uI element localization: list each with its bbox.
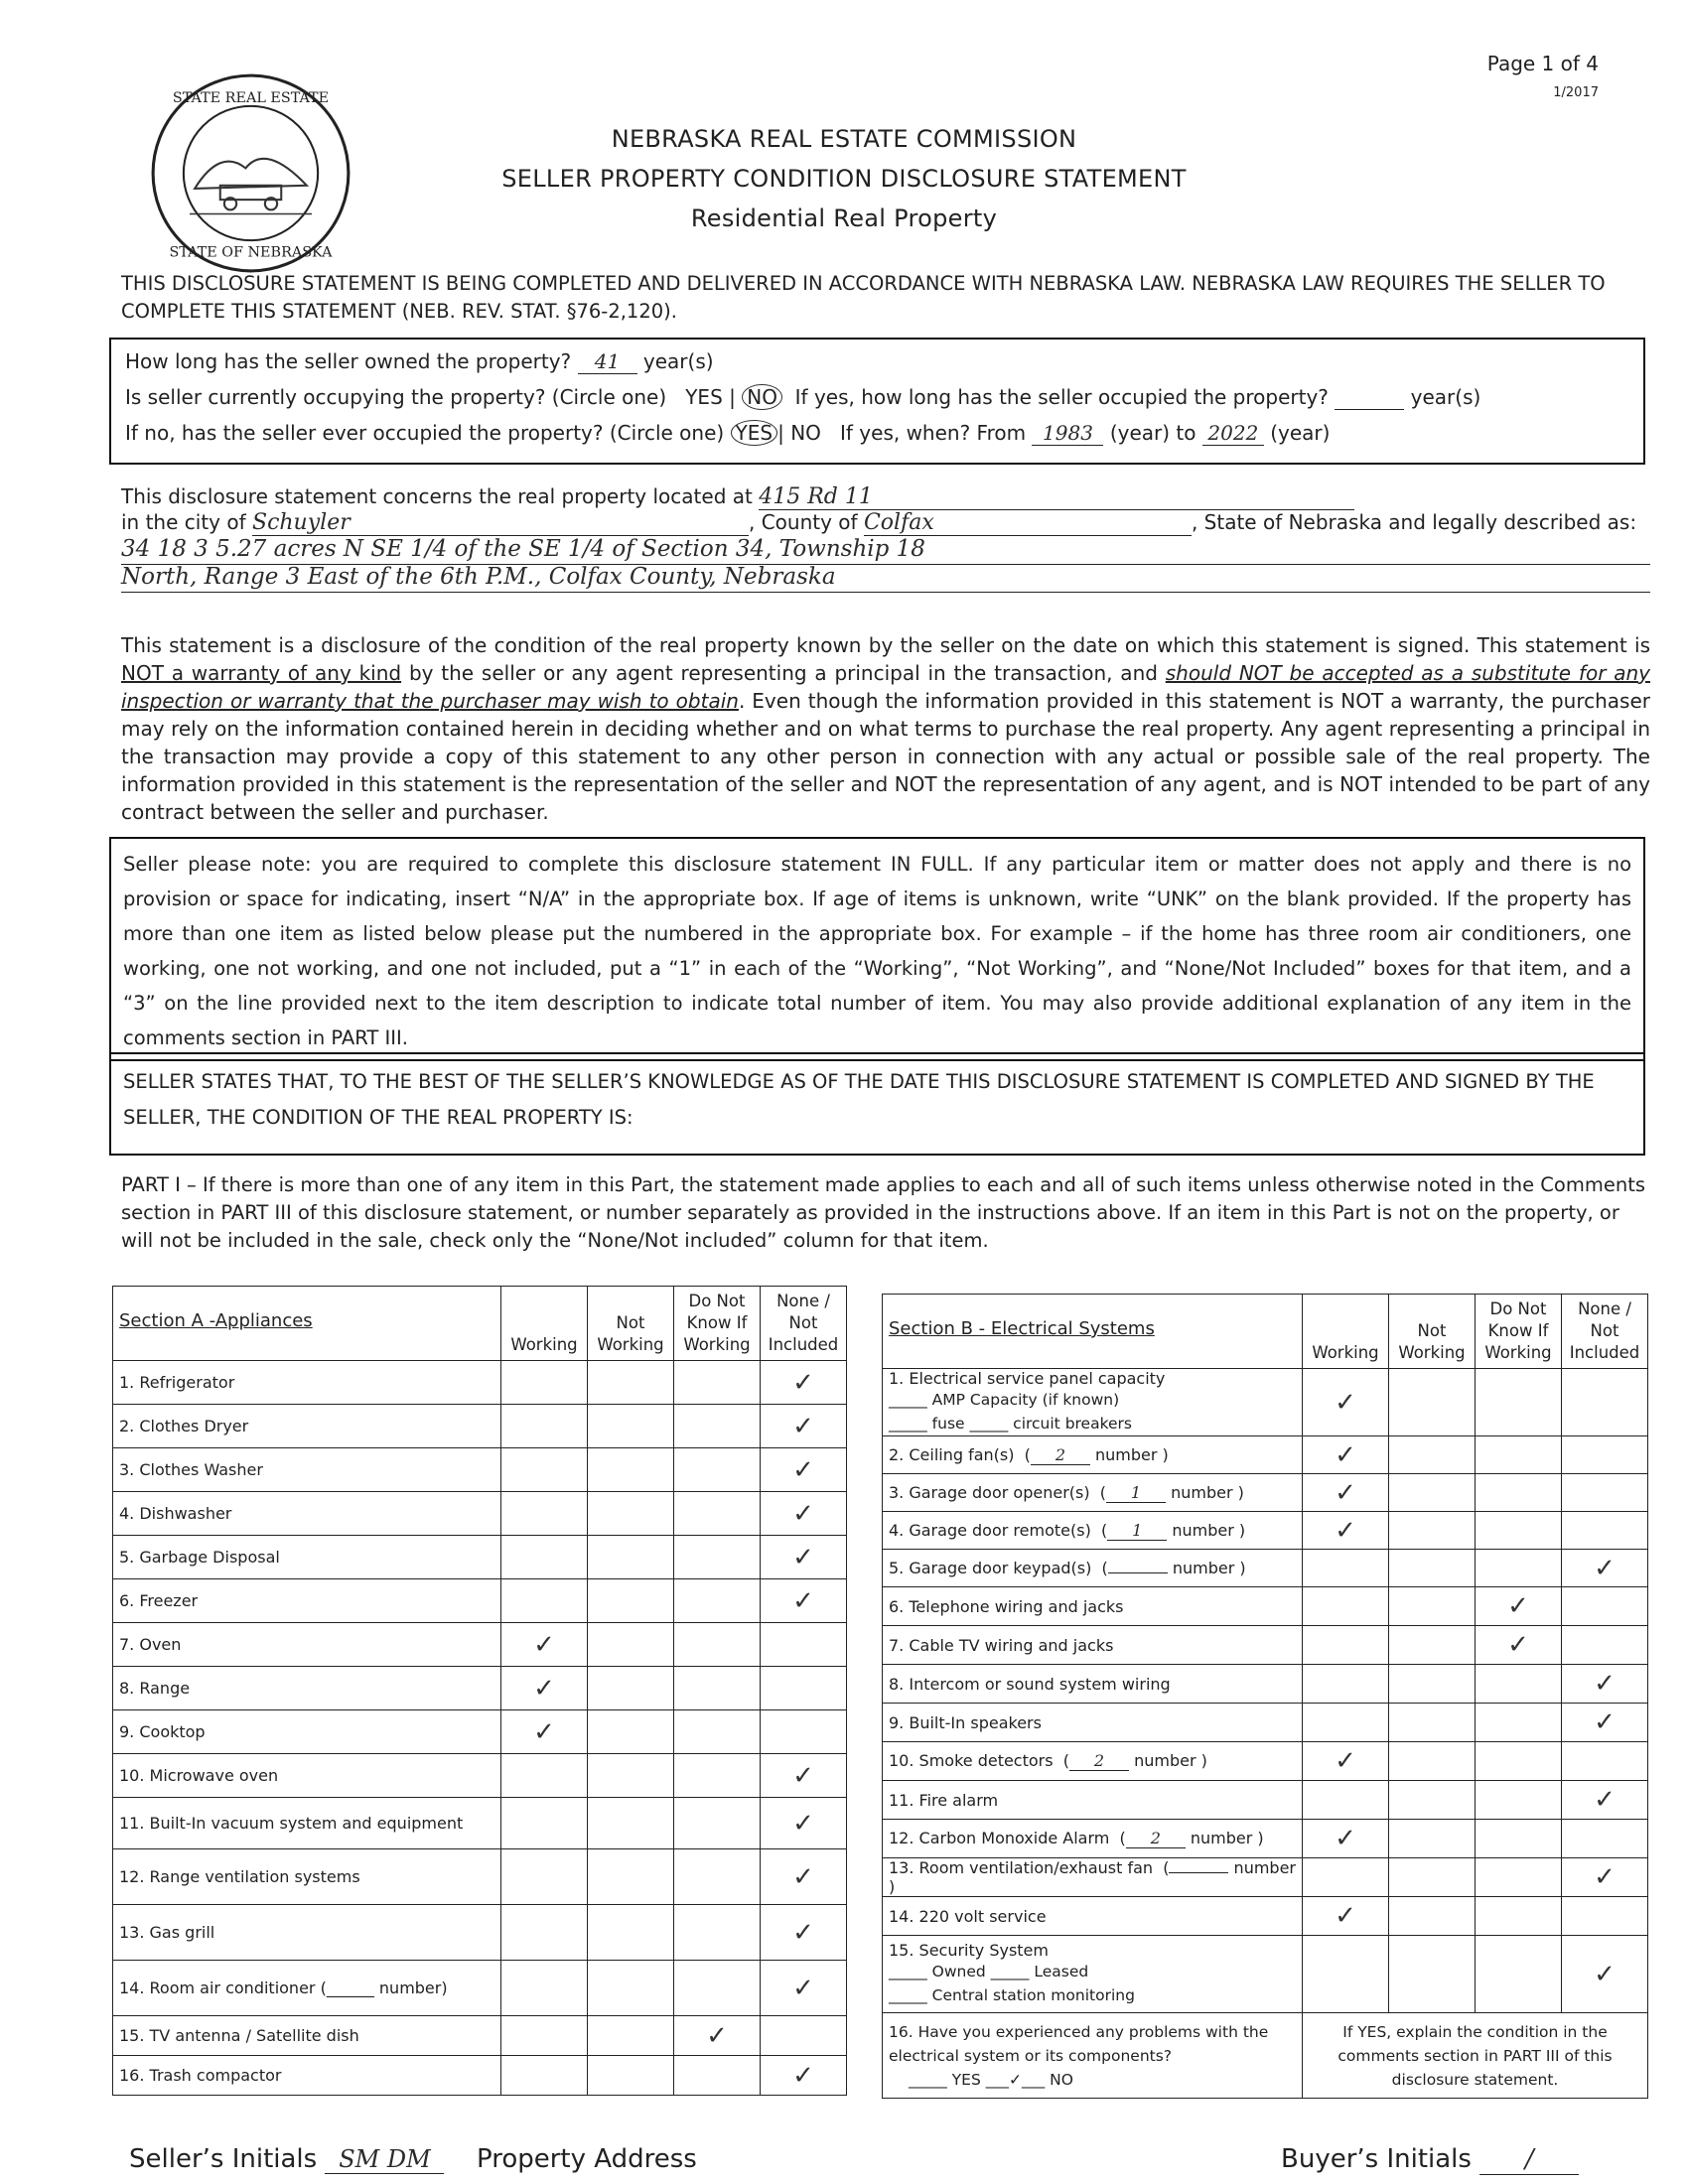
electrical-not-working-cell[interactable] <box>1389 1587 1476 1626</box>
electrical-item-label: 13. Room ventilation/exhaust fan <box>889 1858 1154 1877</box>
item-count-field[interactable] <box>1169 1872 1228 1873</box>
electrical-item-cell: 2. Ceiling fan(s) ( 2 number ) <box>883 1436 1303 1474</box>
electrical-not-working-cell[interactable] <box>1389 1897 1476 1936</box>
appliance-label: 2. Clothes Dryer <box>113 1405 501 1448</box>
appliance-working-cell[interactable] <box>501 1448 588 1492</box>
appliance-none-cell[interactable] <box>761 1710 847 1754</box>
electrical-item-label: 1. Electrical service panel capacity <box>889 1369 1166 1388</box>
check-mark-icon: ✓ <box>1594 1707 1616 1737</box>
table-row <box>883 2013 1648 2099</box>
item-count-field[interactable]: 2 <box>1126 1829 1186 1848</box>
table-row <box>113 1579 847 1623</box>
seller-initials-field[interactable]: SM DM <box>325 2145 444 2174</box>
appliance-label: 14. Room air conditioner (______ number) <box>113 1961 501 2016</box>
check-mark-icon: ✓ <box>1335 1387 1356 1418</box>
appliance-none-cell[interactable] <box>761 1492 847 1536</box>
occupying-no-option[interactable]: NO <box>742 384 782 410</box>
item-sub-line: _____ Owned _____ Leased <box>889 1963 1089 1980</box>
check-mark-icon: ✓ <box>1507 1591 1529 1621</box>
electrical-item-cell: 10. Smoke detectors ( 2 number ) <box>883 1742 1303 1781</box>
electrical-item-cell: 4. Garage door remote(s) ( 1 number ) <box>883 1512 1303 1550</box>
appliance-dnk-cell[interactable] <box>674 1448 761 1492</box>
table-row <box>883 1858 1648 1897</box>
seller-initials: Seller’s Initials SM DM <box>129 2144 444 2174</box>
col-not-working: Not Working <box>588 1287 674 1361</box>
check-mark-icon: ✓ <box>1594 1785 1616 1815</box>
appliance-none-cell[interactable] <box>761 1361 847 1405</box>
electrical-working-cell[interactable] <box>1303 1781 1389 1820</box>
form-revision: 1/2017 <box>1553 85 1599 100</box>
table-row <box>113 1361 847 1405</box>
appliance-label: 15. TV antenna / Satellite dish <box>113 2016 501 2056</box>
appliance-label: 4. Dishwasher <box>113 1492 501 1536</box>
electrical-dnk-cell[interactable] <box>1476 1512 1562 1550</box>
electrical-working-cell[interactable] <box>1303 1858 1389 1897</box>
section-a-title: Section A -Appliances <box>113 1287 501 1361</box>
electrical-not-working-cell[interactable] <box>1389 1820 1476 1858</box>
check-mark-icon: ✓ <box>792 1585 814 1616</box>
appliance-working-cell[interactable] <box>501 1361 588 1405</box>
table-row <box>883 1781 1648 1820</box>
city-field[interactable]: Schuyler <box>252 510 749 536</box>
appliance-label: 9. Cooktop <box>113 1710 501 1754</box>
appliance-label: 12. Range ventilation systems <box>113 1849 501 1905</box>
appliance-working-cell[interactable] <box>501 2056 588 2096</box>
electrical-item-label: 9. Built-In speakers <box>889 1712 1042 1732</box>
check-mark-icon: ✓ <box>1507 1630 1529 1660</box>
table-row <box>113 1405 847 1448</box>
appliance-dnk-cell[interactable] <box>674 1623 761 1667</box>
table-row <box>113 1798 847 1849</box>
electrical-working-cell[interactable] <box>1303 1897 1389 1936</box>
table-row <box>113 1754 847 1798</box>
appliance-none-cell[interactable] <box>761 1536 847 1579</box>
table-row <box>883 1587 1648 1626</box>
appliance-dnk-cell[interactable] <box>674 1667 761 1710</box>
electrical-none-cell[interactable] <box>1562 1369 1648 1436</box>
appliance-not-working-cell[interactable] <box>588 1961 674 2016</box>
electrical-not-working-cell[interactable] <box>1389 1665 1476 1704</box>
electrical-item-cell <box>883 1665 1303 1704</box>
electrical-dnk-cell[interactable] <box>1476 1436 1562 1474</box>
appliance-none-cell[interactable] <box>761 1754 847 1798</box>
col-dnk: Do Not Know If Working <box>1476 1295 1562 1369</box>
check-mark-icon: ✓ <box>1335 1901 1356 1931</box>
buyer-initials-field[interactable]: / <box>1479 2144 1579 2175</box>
occupied-to-field[interactable]: 2022 <box>1202 421 1264 446</box>
check-mark-icon: ✓ <box>1594 1862 1616 1892</box>
electrical-not-working-cell[interactable] <box>1389 1626 1476 1665</box>
appliance-dnk-cell[interactable] <box>674 1798 761 1849</box>
electrical-working-cell[interactable] <box>1303 1742 1389 1781</box>
seller-note-box: Seller please note: you are required to complete this disclosure statement IN FULL. If any particular item or matter does not apply and there is no provision or space for indicating, insert “N/A” in the appropriate box. If age of items is unknown, write “UNK” on the blank provided. If the property has more than one item as listed below please put the numbered in the appropriate box. For example – if the home has three room air conditioners, one working, one not working, and one not included, put a “1” in each of the “Working”, “Not Working”, and “None/Not Included” boxes for that item, and a “3” on the line provided next to the item description to indicate total number of item. You may also provide additional explanation of any item in the comments section in PART III. <box>109 837 1645 1061</box>
appliance-working-cell[interactable] <box>501 1754 588 1798</box>
appliance-not-working-cell[interactable] <box>588 1536 674 1579</box>
electrical-working-cell[interactable] <box>1303 1369 1389 1436</box>
appliance-label: 11. Built-In vacuum system and equipment <box>113 1798 501 1849</box>
electrical-none-cell[interactable] <box>1562 1474 1648 1512</box>
check-mark-icon: ✓ <box>533 1716 555 1747</box>
appliance-label: 10. Microwave oven <box>113 1754 501 1798</box>
electrical-item-label: 12. Carbon Monoxide Alarm <box>889 1829 1110 1847</box>
col-not-working: Not Working <box>1389 1295 1476 1369</box>
electrical-item-cell <box>883 1369 1303 1436</box>
electrical-not-working-cell[interactable] <box>1389 1369 1476 1436</box>
electrical-none-cell[interactable] <box>1562 1936 1648 2013</box>
electrical-not-working-cell[interactable] <box>1389 1858 1476 1897</box>
appliance-dnk-cell[interactable] <box>674 1579 761 1623</box>
electrical-problems-question: 16. Have you experienced any problems with the electrical system or its components? _____ YES ___✓___ NO <box>883 2013 1303 2099</box>
appliance-working-cell[interactable] <box>501 1798 588 1849</box>
table-row <box>883 1936 1648 2013</box>
appliance-not-working-cell[interactable] <box>588 2016 674 2056</box>
section-b-title: Section B - Electrical Systems <box>883 1295 1303 1369</box>
item-count-field[interactable] <box>1108 1572 1168 1573</box>
check-mark-icon: ✓ <box>792 1454 814 1485</box>
property-address-field[interactable]: 415 Rd 11 <box>759 484 1354 510</box>
appliance-dnk-cell[interactable] <box>674 1710 761 1754</box>
buyer-initials: Buyer’s Initials / <box>1281 2144 1579 2175</box>
electrical-not-working-cell[interactable] <box>1389 1781 1476 1820</box>
table-row <box>113 1667 847 1710</box>
svg-text:STATE OF NEBRASKA: STATE OF NEBRASKA <box>169 244 333 261</box>
occupied-from-field[interactable]: 1983 <box>1032 421 1103 446</box>
ever-occupied-no-option[interactable]: NO <box>790 421 821 445</box>
appliance-not-working-cell[interactable] <box>588 1905 674 1961</box>
appliance-not-working-cell[interactable] <box>588 1710 674 1754</box>
table-row <box>883 1665 1648 1704</box>
electrical-working-cell[interactable] <box>1303 1587 1389 1626</box>
electrical-none-cell[interactable] <box>1562 1587 1648 1626</box>
appliance-working-cell[interactable] <box>501 1710 588 1754</box>
check-mark-icon: ✓ <box>533 1629 555 1660</box>
table-row <box>113 1905 847 1961</box>
check-mark-icon: ✓ <box>792 1498 814 1529</box>
appliance-none-cell[interactable] <box>761 1405 847 1448</box>
electrical-none-cell[interactable] <box>1562 1626 1648 1665</box>
electrical-dnk-cell[interactable] <box>1476 1665 1562 1704</box>
electrical-working-cell[interactable] <box>1303 1550 1389 1587</box>
electrical-item-cell <box>883 1781 1303 1820</box>
electrical-not-working-cell[interactable] <box>1389 1704 1476 1742</box>
appliance-working-cell[interactable] <box>501 1405 588 1448</box>
check-mark-icon: ✓ <box>792 1367 814 1398</box>
electrical-item-label: 3. Garage door opener(s) <box>889 1482 1090 1502</box>
appliance-dnk-cell[interactable] <box>674 1905 761 1961</box>
electrical-none-cell[interactable] <box>1562 1665 1648 1704</box>
electrical-none-cell[interactable] <box>1562 1436 1648 1474</box>
col-none: None / Not Included <box>761 1287 847 1361</box>
electrical-working-cell[interactable] <box>1303 1512 1389 1550</box>
svg-text:STATE REAL ESTATE: STATE REAL ESTATE <box>172 89 330 106</box>
legal-description-line-1[interactable]: 34 18 3 5.27 acres N SE 1/4 of the SE 1/4 of Section 34, Township 18 <box>121 536 1650 565</box>
appliance-label: 6. Freezer <box>113 1579 501 1623</box>
years-occupied-field[interactable] <box>1335 385 1404 410</box>
electrical-dnk-cell[interactable] <box>1476 1936 1562 2013</box>
electrical-item-label: 7. Cable TV wiring and jacks <box>889 1635 1114 1655</box>
electrical-dnk-cell[interactable] <box>1476 1820 1562 1858</box>
appliance-none-cell[interactable] <box>761 1849 847 1905</box>
appliance-dnk-cell[interactable] <box>674 1536 761 1579</box>
appliance-working-cell[interactable] <box>501 1849 588 1905</box>
appliance-none-cell[interactable] <box>761 1579 847 1623</box>
part-one-intro: PART I – If there is more than one of any item in this Part, the statement made applies to each and all of such items unless otherwise noted in the Comments section in PART III of this disclosure statement, or number separately as provided in the instructions above. If an item in this Part is not on the property, or will not be included in the sale, check only the “None/Not included” column for that item. <box>121 1173 1645 1252</box>
electrical-item-cell <box>883 1704 1303 1742</box>
form-title: SELLER PROPERTY CONDITION DISCLOSURE STATEMENT <box>501 165 1187 193</box>
check-mark-icon: ✓ <box>533 1673 555 1704</box>
table-row <box>113 1492 847 1536</box>
electrical-item-cell <box>883 1936 1303 2013</box>
appliance-none-cell[interactable] <box>761 1961 847 2016</box>
electrical-working-cell[interactable] <box>1303 1474 1389 1512</box>
legal-description-line-2[interactable]: North, Range 3 East of the 6th P.M., Colfax County, Nebraska <box>121 564 1650 593</box>
check-mark-icon: ✓ <box>1594 1959 1616 1989</box>
appliance-working-cell[interactable] <box>501 1961 588 2016</box>
appliance-none-cell[interactable] <box>761 2016 847 2056</box>
electrical-item-cell <box>883 1626 1303 1665</box>
years-owned-field[interactable]: 41 <box>578 349 637 374</box>
table-row <box>113 2016 847 2056</box>
electrical-dnk-cell[interactable] <box>1476 1550 1562 1587</box>
electrical-item-label: 11. Fire alarm <box>889 1790 999 1810</box>
electrical-dnk-cell[interactable] <box>1476 1742 1562 1781</box>
electrical-item-cell: 5. Garage door keypad(s) ( number ) <box>883 1550 1303 1587</box>
appliance-label: 13. Gas grill <box>113 1905 501 1961</box>
check-mark-icon: ✓ <box>1335 1477 1356 1508</box>
table-row <box>883 1369 1648 1436</box>
col-working: Working <box>1303 1295 1389 1369</box>
page-number: Page 1 of 4 <box>1486 52 1599 75</box>
electrical-not-working-cell[interactable] <box>1389 1936 1476 2013</box>
appliance-none-cell[interactable] <box>761 1905 847 1961</box>
electrical-not-working-cell[interactable] <box>1389 1474 1476 1512</box>
table-row <box>883 1742 1648 1781</box>
disclaimer-paragraph: This statement is a disclosure of the condition of the real property known by the seller on the date on which this statement is signed. This statement is NOT a warranty of any kind by the seller or any agent representing a principal in the transaction, and should NOT be accepted as a substitute for any inspection or warranty that the purchaser may wish to obtain. Even though the information provided in this statement is NOT a warranty, the purchaser may rely on the information contained herein in deciding whether and on what terms to purchase the real property. Any agent representing a principal in the transaction may provide a copy of this statement to any other person in connection with any actual or possible sale of the real property. The information provided in this statement is the representation of the seller and NOT the representation of any agent, and is NOT intended to be part of any contract between the seller and purchaser. <box>121 633 1650 824</box>
appliance-none-cell[interactable] <box>761 1623 847 1667</box>
appliance-working-cell[interactable] <box>501 1667 588 1710</box>
electrical-dnk-cell[interactable] <box>1476 1369 1562 1436</box>
ever-occupied-question: If no, has the seller ever occupied the property? (Circle one) YES | NO If yes, when? From 1983 (year) to 2022 (year) <box>125 421 1331 445</box>
table-row <box>883 1897 1648 1936</box>
appliance-label: 8. Range <box>113 1667 501 1710</box>
item-sub-line: _____ AMP Capacity (if known) <box>889 1391 1120 1409</box>
check-mark-icon: ✓ <box>1335 1439 1356 1470</box>
appliance-working-cell[interactable] <box>501 1623 588 1667</box>
check-mark-icon: ✓ <box>1335 1824 1356 1853</box>
electrical-dnk-cell[interactable] <box>1476 1626 1562 1665</box>
appliance-label: 5. Garbage Disposal <box>113 1536 501 1579</box>
electrical-item-label: 5. Garage door keypad(s) <box>889 1559 1092 1577</box>
occupancy-box <box>109 338 1645 465</box>
appliance-dnk-cell[interactable] <box>674 1849 761 1905</box>
electrical-dnk-cell[interactable] <box>1476 1587 1562 1626</box>
electrical-item-cell: 13. Room ventilation/exhaust fan ( number ) <box>883 1858 1303 1897</box>
electrical-none-cell[interactable] <box>1562 1820 1648 1858</box>
check-mark-icon: ✓ <box>792 1973 814 2003</box>
electrical-not-working-cell[interactable] <box>1389 1512 1476 1550</box>
form-title-block <box>0 119 1688 238</box>
electrical-item-cell <box>883 1587 1303 1626</box>
electrical-dnk-cell[interactable] <box>1476 1897 1562 1936</box>
item-count-field[interactable]: 1 <box>1106 1483 1166 1503</box>
appliance-not-working-cell[interactable] <box>588 1448 674 1492</box>
table-row <box>883 1512 1648 1550</box>
electrical-none-cell[interactable] <box>1562 1512 1648 1550</box>
appliance-dnk-cell[interactable] <box>674 1961 761 2016</box>
table-row <box>883 1704 1648 1742</box>
county-field[interactable]: Colfax <box>864 510 1192 536</box>
electrical-item-label: 8. Intercom or sound system wiring <box>889 1674 1171 1694</box>
appliance-dnk-cell[interactable] <box>674 1361 761 1405</box>
electrical-working-cell[interactable] <box>1303 1626 1389 1665</box>
item-count-field[interactable]: 2 <box>1031 1445 1090 1465</box>
col-working: Working <box>501 1287 588 1361</box>
electrical-item-cell: 12. Carbon Monoxide Alarm ( 2 number ) <box>883 1820 1303 1858</box>
electrical-not-working-cell[interactable] <box>1389 1742 1476 1781</box>
check-mark-icon: ✓ <box>792 1411 814 1441</box>
electrical-item-label: 4. Garage door remote(s) <box>889 1520 1091 1540</box>
appliance-not-working-cell[interactable] <box>588 1492 674 1536</box>
electrical-dnk-cell[interactable] <box>1476 1474 1562 1512</box>
col-dnk: Do Not Know If Working <box>674 1287 761 1361</box>
electrical-dnk-cell[interactable] <box>1476 1781 1562 1820</box>
check-mark-icon: ✓ <box>1335 1746 1356 1776</box>
table-row <box>113 1448 847 1492</box>
table-row <box>113 1849 847 1905</box>
appliance-working-cell[interactable] <box>501 1579 588 1623</box>
item-sub-line: _____ Central station monitoring <box>889 1986 1135 2004</box>
electrical-working-cell[interactable] <box>1303 1704 1389 1742</box>
appliance-dnk-cell[interactable] <box>674 2056 761 2096</box>
appliance-label: 7. Oven <box>113 1623 501 1667</box>
table-row <box>883 1820 1648 1858</box>
appliance-not-working-cell[interactable] <box>588 1579 674 1623</box>
electrical-item-label: 6. Telephone wiring and jacks <box>889 1596 1124 1616</box>
table-row <box>883 1436 1648 1474</box>
agency-name: NEBRASKA REAL ESTATE COMMISSION <box>611 125 1077 153</box>
appliance-label: 16. Trash compactor <box>113 2056 501 2096</box>
appliance-not-working-cell[interactable] <box>588 2056 674 2096</box>
appliance-not-working-cell[interactable] <box>588 1623 674 1667</box>
electrical-item-cell: 3. Garage door opener(s) ( 1 number ) <box>883 1474 1303 1512</box>
appliance-working-cell[interactable] <box>501 1905 588 1961</box>
appliance-not-working-cell[interactable] <box>588 1361 674 1405</box>
table-row <box>113 1710 847 1754</box>
electrical-item-label: 14. 220 volt service <box>889 1906 1047 1926</box>
electrical-none-cell[interactable] <box>1562 1858 1648 1897</box>
appliance-label: 1. Refrigerator <box>113 1361 501 1405</box>
electrical-working-cell[interactable] <box>1303 1936 1389 2013</box>
appliance-dnk-cell[interactable] <box>674 1492 761 1536</box>
intro-statement: THIS DISCLOSURE STATEMENT IS BEING COMPLETED AND DELIVERED IN ACCORDANCE WITH NEBRASKA LAW. NEBRASKA LAW REQUIRES THE SELLER TO COMPLETE THIS STATEMENT (NEB. REV. STAT. §76-2,120). <box>121 272 1606 323</box>
item-sub-line: _____ fuse _____ circuit breakers <box>889 1415 1133 1433</box>
check-mark-icon: ✓ <box>792 1542 814 1572</box>
appliance-none-cell[interactable] <box>761 2056 847 2096</box>
appliance-working-cell[interactable] <box>501 1492 588 1536</box>
appliance-label: 3. Clothes Washer <box>113 1448 501 1492</box>
electrical-problems-answer[interactable]: _____ YES ___✓___ NO <box>909 2070 1073 2089</box>
electrical-working-cell[interactable] <box>1303 1665 1389 1704</box>
table-row <box>113 1961 847 2016</box>
electrical-working-cell[interactable] <box>1303 1436 1389 1474</box>
table-row <box>113 1623 847 1667</box>
check-mark-icon: ✓ <box>706 2020 728 2051</box>
electrical-item-label: 2. Ceiling fan(s) <box>889 1444 1015 1464</box>
check-mark-icon: ✓ <box>1594 1669 1616 1699</box>
check-mark-icon: ✓ <box>792 1760 814 1791</box>
check-mark-icon: ✓ <box>792 1808 814 1839</box>
appliance-dnk-cell[interactable] <box>674 2016 761 2056</box>
electrical-none-cell[interactable] <box>1562 1897 1648 1936</box>
appliance-none-cell[interactable] <box>761 1798 847 1849</box>
electrical-not-working-cell[interactable] <box>1389 1436 1476 1474</box>
appliance-not-working-cell[interactable] <box>588 1405 674 1448</box>
table-row <box>113 1536 847 1579</box>
table-row <box>113 2056 847 2096</box>
table-row <box>883 1474 1648 1512</box>
property-address-label: Property Address <box>477 2144 697 2174</box>
check-mark-icon: ✓ <box>792 1917 814 1948</box>
occupying-question: Is seller currently occupying the property? (Circle one) YES | NO If yes, how long has the seller occupied the property? year(s) <box>125 385 1481 409</box>
appliance-not-working-cell[interactable] <box>588 1754 674 1798</box>
appliance-dnk-cell[interactable] <box>674 1405 761 1448</box>
electrical-dnk-cell[interactable] <box>1476 1704 1562 1742</box>
check-mark-icon: ✓ <box>792 1861 814 1892</box>
occupying-yes-option[interactable]: YES <box>685 385 723 409</box>
appliance-not-working-cell[interactable] <box>588 1667 674 1710</box>
check-mark-icon: ✓ <box>792 2060 814 2091</box>
electrical-item-label: 10. Smoke detectors <box>889 1751 1054 1770</box>
seller-states-box: SELLER STATES THAT, TO THE BEST OF THE SELLER’S KNOWLEDGE AS OF THE DATE THIS DISCLOSURE STATEMENT IS COMPLETED AND SIGNED BY THE SELLER, THE CONDITION OF THE REAL PROPERTY IS: <box>109 1052 1645 1156</box>
electrical-none-cell[interactable] <box>1562 1742 1648 1781</box>
electrical-item-label: 15. Security System <box>889 1941 1049 1960</box>
electrical-not-working-cell[interactable] <box>1389 1550 1476 1587</box>
table-row <box>883 1550 1648 1587</box>
item-count-field[interactable]: 1 <box>1107 1521 1167 1541</box>
section-b-electrical-table <box>882 1294 1648 2099</box>
check-mark-icon: ✓ <box>1335 1515 1356 1546</box>
electrical-working-cell[interactable] <box>1303 1820 1389 1858</box>
owned-question: How long has the seller owned the property? 41 year(s) <box>125 349 714 373</box>
appliance-not-working-cell[interactable] <box>588 1849 674 1905</box>
appliance-working-cell[interactable] <box>501 2016 588 2056</box>
electrical-dnk-cell[interactable] <box>1476 1858 1562 1897</box>
form-subtitle: Residential Real Property <box>690 205 998 232</box>
appliance-not-working-cell[interactable] <box>588 1798 674 1849</box>
electrical-none-cell[interactable] <box>1562 1781 1648 1820</box>
appliance-none-cell[interactable] <box>761 1448 847 1492</box>
section-a-appliances-table <box>112 1286 847 2096</box>
ever-occupied-yes-option[interactable]: YES <box>731 420 778 446</box>
table-row <box>883 1626 1648 1665</box>
explain-note: If YES, explain the condition in the comments section in PART III of this disclosure statement. <box>1303 2013 1648 2099</box>
electrical-item-cell <box>883 1897 1303 1936</box>
appliance-dnk-cell[interactable] <box>674 1754 761 1798</box>
col-none: None / Not Included <box>1562 1295 1648 1369</box>
appliance-working-cell[interactable] <box>501 1536 588 1579</box>
check-mark-icon: ✓ <box>1594 1553 1616 1583</box>
electrical-none-cell[interactable] <box>1562 1550 1648 1587</box>
electrical-none-cell[interactable] <box>1562 1704 1648 1742</box>
item-count-field[interactable]: 2 <box>1069 1751 1129 1771</box>
appliance-none-cell[interactable] <box>761 1667 847 1710</box>
